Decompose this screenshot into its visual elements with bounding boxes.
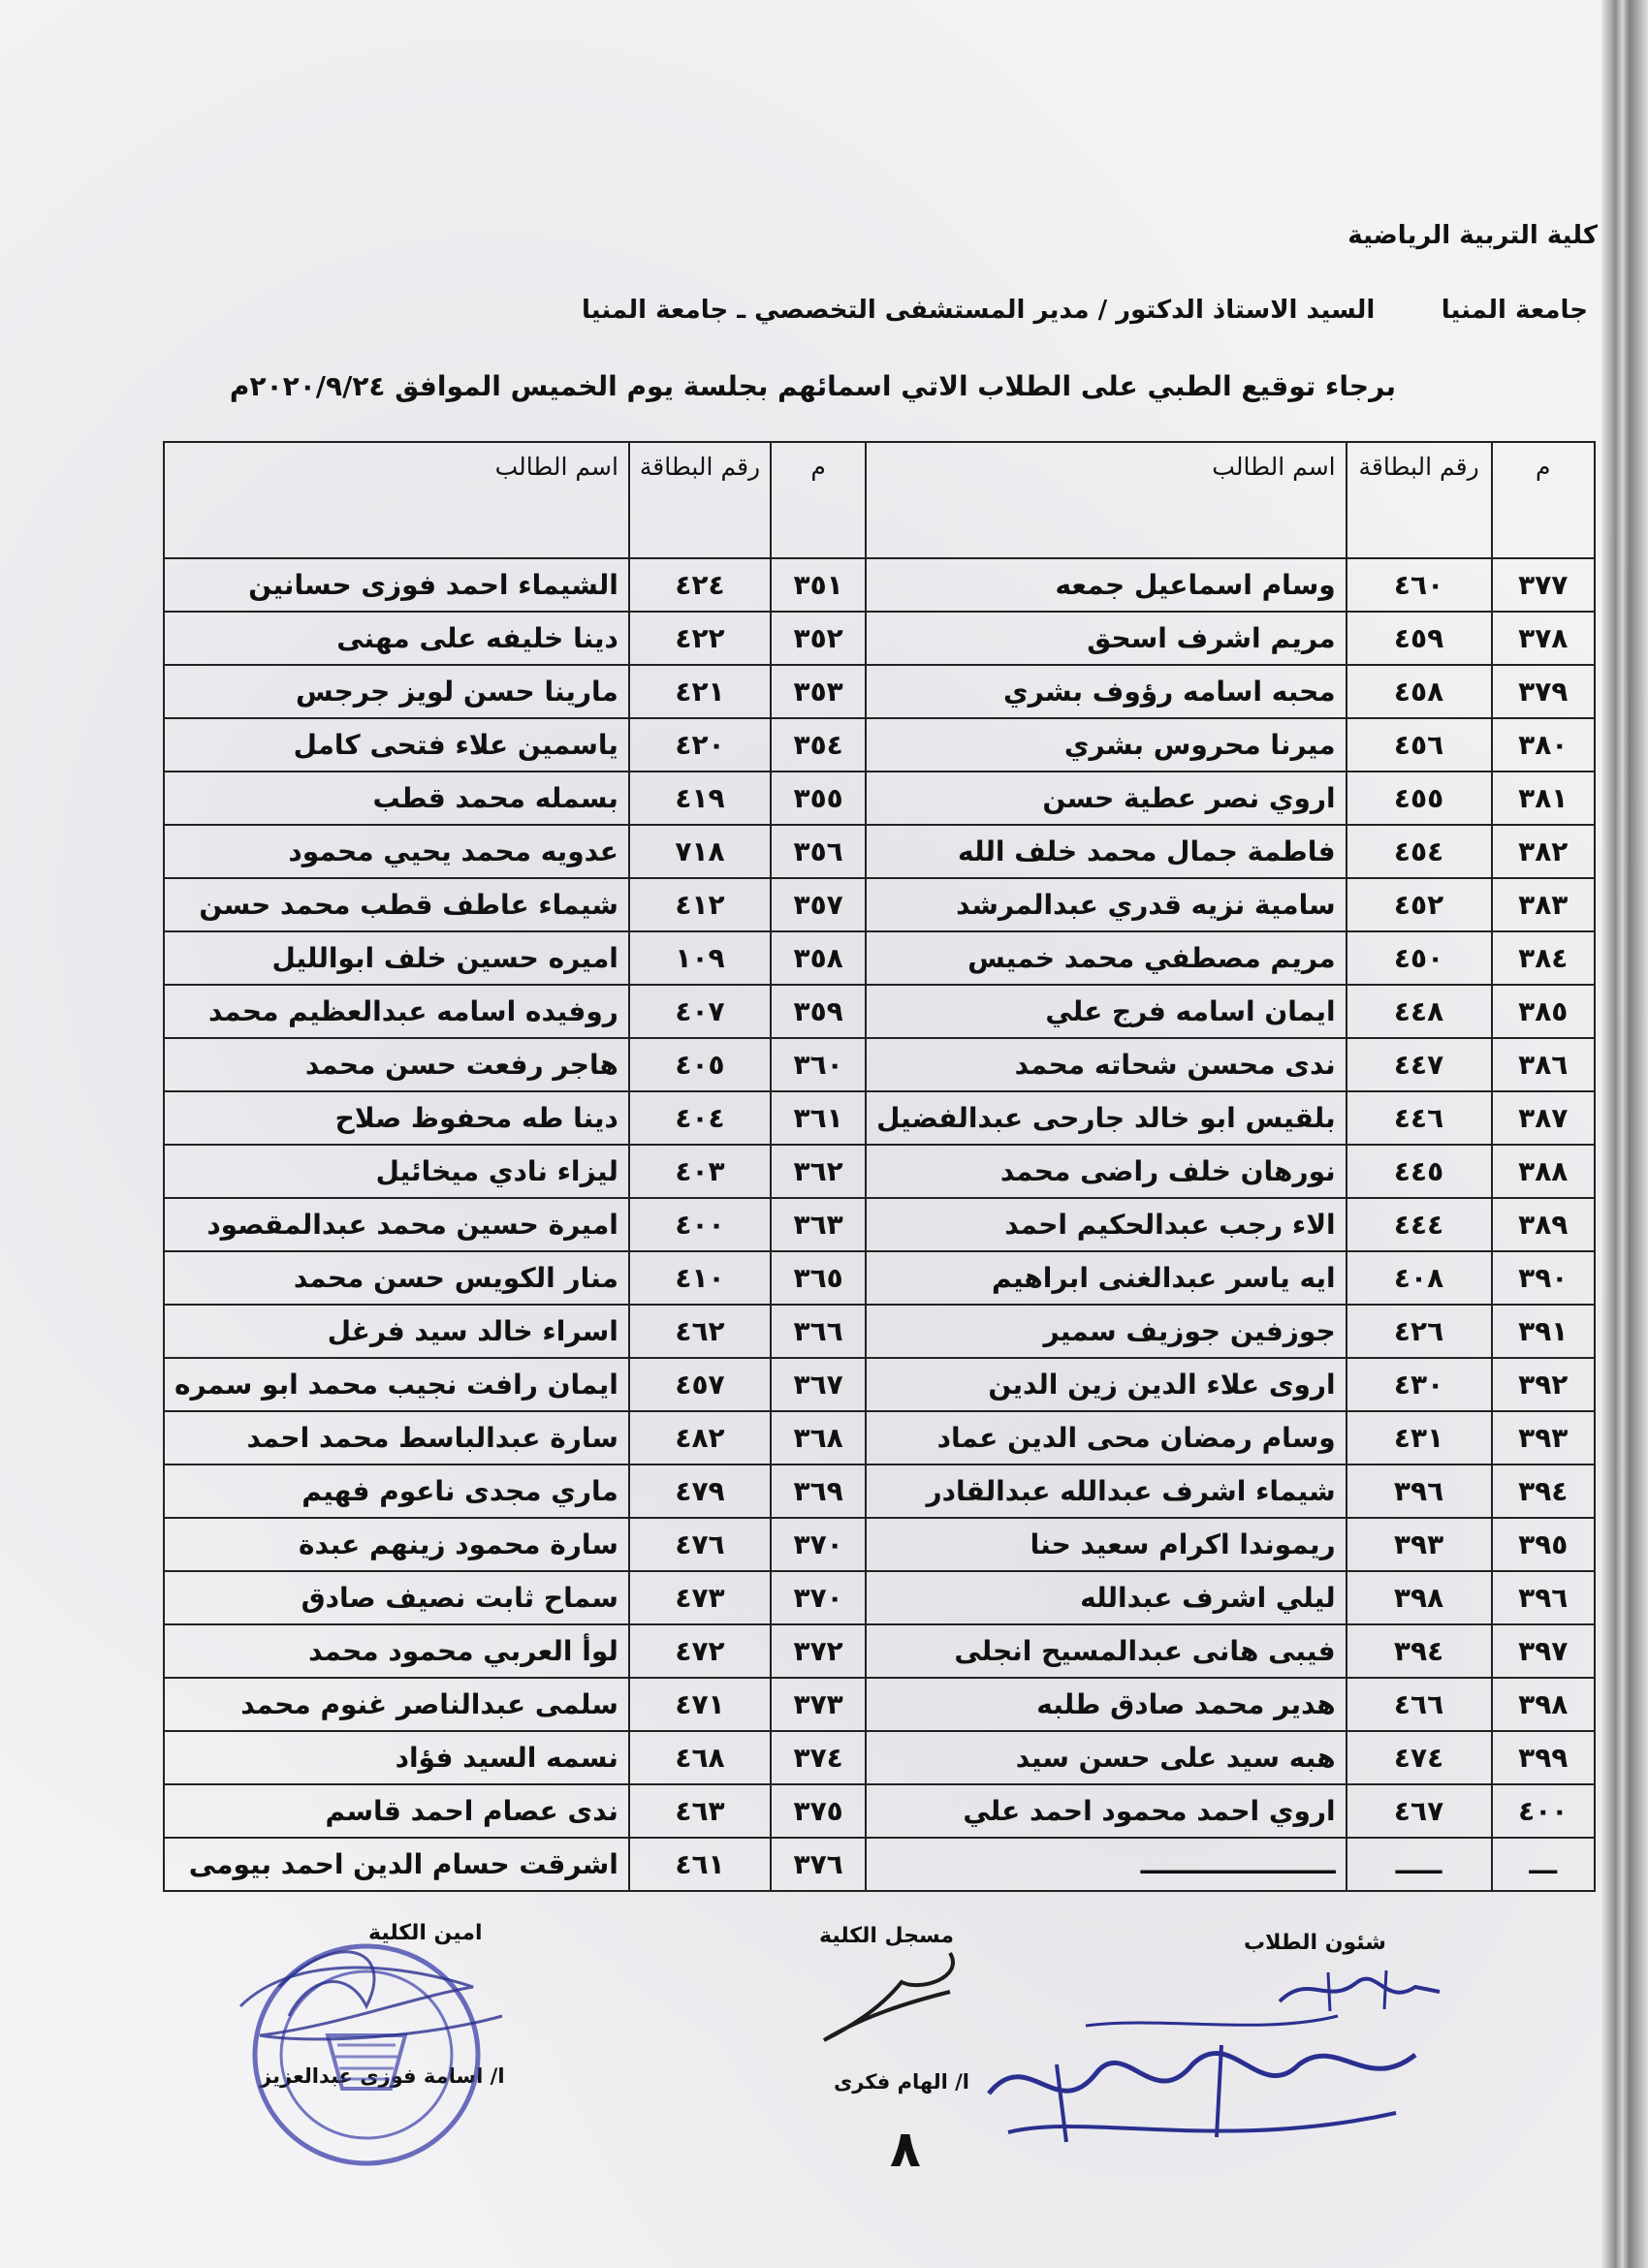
cell-no2: ٣٨٤ [1492, 931, 1596, 985]
secretary-title: امين الكلية [368, 1921, 483, 1945]
cell-no2: ٣٨٥ [1492, 985, 1596, 1038]
cell-card2: ٤٥٦ [1347, 718, 1492, 772]
cell-name2: ميرنا محروس بشري [866, 718, 1346, 772]
table-row [164, 1731, 1595, 1784]
cell-card: ٤٦٣ [629, 1784, 771, 1838]
cell-name2: ايمان اسامه فرج علي [866, 985, 1346, 1038]
university-name: جامعة المنيا [1441, 296, 1588, 325]
cell-name: اسراء خالد سيد فرغل [164, 1305, 629, 1358]
cell-card: ٤٥٧ [629, 1358, 771, 1411]
cell-no: ٣٧٥ [771, 1784, 866, 1838]
cell-name2: فيبى هانى عبدالمسيح انجلى [866, 1624, 1346, 1678]
cell-card2: ٣٩٦ [1347, 1465, 1492, 1518]
addressee-line: السيد الاستاذ الدكتور / مدير المستشفى التخصصي ـ جامعة المنيا [582, 296, 1376, 325]
cell-no2: ٣٧٩ [1492, 665, 1596, 718]
cell-no: ٣٦٢ [771, 1145, 866, 1198]
cell-no: ٣٧٠ [771, 1571, 866, 1624]
cell-no: ٣٧٤ [771, 1731, 866, 1784]
cell-no2: ٣٩٥ [1492, 1518, 1596, 1571]
table-row [164, 612, 1595, 665]
table-row [164, 718, 1595, 772]
cell-no: ٣٥٩ [771, 985, 866, 1038]
cell-card2: ٤٤٧ [1347, 1038, 1492, 1091]
cell-no: ٣٧٣ [771, 1678, 866, 1731]
table-row [164, 1518, 1595, 1571]
official-stamp-icon [221, 1929, 522, 2181]
cell-card: ٤٢٠ [629, 718, 771, 772]
table-row [164, 665, 1595, 718]
cell-card: ٤١٩ [629, 772, 771, 825]
cell-card: ١٠٩ [629, 931, 771, 985]
cell-name2: اروي احمد محمود احمد علي [866, 1784, 1346, 1838]
cell-name2: ـــــــــــــــــــــ [866, 1838, 1346, 1891]
table-row [164, 558, 1595, 612]
cell-name2: شيماء اشرف عبدالله عبدالقادر [866, 1465, 1346, 1518]
cell-card2: ٤٧٤ [1347, 1731, 1492, 1784]
cell-name2: بلقيس ابو خالد جارحى عبدالفضيل [866, 1091, 1346, 1145]
cell-name2: اروي نصر عطية حسن [866, 772, 1346, 825]
header-no: م [1492, 442, 1596, 558]
cell-card: ٤٦١ [629, 1838, 771, 1891]
cell-no2: ٣٧٨ [1492, 612, 1596, 665]
cell-name2: فاطمة جمال محمد خلف الله [866, 825, 1346, 878]
cell-name2: محبه اسامه رؤوف بشري [866, 665, 1346, 718]
cell-no: ٣٥٣ [771, 665, 866, 718]
student-affairs-title: شئون الطلاب [1244, 1931, 1386, 1955]
cell-card: ٤٦٨ [629, 1731, 771, 1784]
cell-name: لوأ العربي محمود محمد [164, 1624, 629, 1678]
cell-card: ٤٧٣ [629, 1571, 771, 1624]
header-card: رقم البطاقة [629, 442, 771, 558]
cell-name: هاجر رفعت حسن محمد [164, 1038, 629, 1091]
cell-card: ٤٠٠ [629, 1198, 771, 1251]
cell-card2: ٤٦٠ [1347, 558, 1492, 612]
header-name: اسم الطالب [164, 442, 629, 558]
cell-card: ٤٦٢ [629, 1305, 771, 1358]
cell-name2: ليلي اشرف عبدالله [866, 1571, 1346, 1624]
cell-card: ٤٧٩ [629, 1465, 771, 1518]
cell-name2: وسام رمضان محى الدين عماد [866, 1411, 1346, 1465]
cell-no2: ٣٨٣ [1492, 878, 1596, 931]
cell-name: سارة محمود زينهم عبدة [164, 1518, 629, 1571]
cell-name: اشرقت حسام الدين احمد بيومى [164, 1838, 629, 1891]
table-row [164, 1198, 1595, 1251]
table-row [164, 1091, 1595, 1145]
cell-card: ٤٢٤ [629, 558, 771, 612]
cell-no2: ـــ [1492, 1838, 1596, 1891]
cell-name2: اروى علاء الدين زين الدين [866, 1358, 1346, 1411]
cell-no2: ٣٨١ [1492, 772, 1596, 825]
cell-name: ليزاء نادي ميخائيل [164, 1145, 629, 1198]
cell-no2: ٣٩١ [1492, 1305, 1596, 1358]
cell-card2: ٤٠٨ [1347, 1251, 1492, 1305]
cell-card: ٤٧٦ [629, 1518, 771, 1571]
cell-name: دينا طه محفوظ صلاح [164, 1091, 629, 1145]
table-row [164, 772, 1595, 825]
students-table [163, 441, 1596, 1892]
cell-name: دينا خليفه على مهنى [164, 612, 629, 665]
request-line: برجاء توقيع الطبي على الطلاب الاتي اسمائهم بجلسة يوم الخميس الموافق ٢٠٢٠/٩/٢٤م [229, 370, 1396, 402]
cell-no2: ٣٩٨ [1492, 1678, 1596, 1731]
cell-no: ٣٦١ [771, 1091, 866, 1145]
cell-card2: ٤٤٦ [1347, 1091, 1492, 1145]
cell-no: ٣٦٠ [771, 1038, 866, 1091]
cell-name: سلمى عبدالناصر غنوم محمد [164, 1678, 629, 1731]
cell-no: ٣٥٤ [771, 718, 866, 772]
cell-no2: ٣٩٢ [1492, 1358, 1596, 1411]
table-row [164, 985, 1595, 1038]
cell-name: الشيماء احمد فوزى حسانين [164, 558, 629, 612]
table-row [164, 1465, 1595, 1518]
cell-no: ٣٥٦ [771, 825, 866, 878]
cell-card2: ٤٢٦ [1347, 1305, 1492, 1358]
cell-name: ماري مجدى ناعوم فهيم [164, 1465, 629, 1518]
cell-name2: نورهان خلف راضى محمد [866, 1145, 1346, 1198]
cell-no: ٣٦٧ [771, 1358, 866, 1411]
table-row [164, 1038, 1595, 1091]
cell-name: نسمه السيد فؤاد [164, 1731, 629, 1784]
cell-no2: ٣٩٠ [1492, 1251, 1596, 1305]
cell-card: ٤٠٤ [629, 1091, 771, 1145]
cell-card2: ٤٥٥ [1347, 772, 1492, 825]
cell-name2: مريم اشرف اسحق [866, 612, 1346, 665]
registrar-title: مسجل الكلية [819, 1924, 955, 1948]
cell-no2: ٣٨٦ [1492, 1038, 1596, 1091]
cell-name2: ندى محسن شحاته محمد [866, 1038, 1346, 1091]
cell-card2: ٤٤٥ [1347, 1145, 1492, 1198]
cell-no2: ٣٩٩ [1492, 1731, 1596, 1784]
cell-name: ندى عصام احمد قاسم [164, 1784, 629, 1838]
cell-no2: ٣٨٠ [1492, 718, 1596, 772]
cell-name2: ريموندا اكرام سعيد حنا [866, 1518, 1346, 1571]
cell-card2: ٤٣٠ [1347, 1358, 1492, 1411]
cell-card2: ٤٥٤ [1347, 825, 1492, 878]
cell-name: ياسمين علاء فتحى كامل [164, 718, 629, 772]
cell-no2: ٣٨٢ [1492, 825, 1596, 878]
cell-name: اميرة حسين محمد عبدالمقصود [164, 1198, 629, 1251]
table-row [164, 1305, 1595, 1358]
cell-no: ٣٦٥ [771, 1251, 866, 1305]
table-row [164, 878, 1595, 931]
cell-no2: ٣٨٨ [1492, 1145, 1596, 1198]
cell-no: ٣٧٦ [771, 1838, 866, 1891]
cell-name: سماح ثابت نصيف صادق [164, 1571, 629, 1624]
cell-name: منار الكويس حسن محمد [164, 1251, 629, 1305]
cell-card2: ٣٩٨ [1347, 1571, 1492, 1624]
header-card: رقم البطاقة [1347, 442, 1492, 558]
table-row [164, 1358, 1595, 1411]
cell-name: عدويه محمد يحيي محمود [164, 825, 629, 878]
table-row [164, 1624, 1595, 1678]
cell-card: ٤٧١ [629, 1678, 771, 1731]
cell-no2: ٣٩٤ [1492, 1465, 1596, 1518]
cell-no: ٣٥٢ [771, 612, 866, 665]
cell-card2: ٤٥٨ [1347, 665, 1492, 718]
college-name: كلية التربية الرياضية [1347, 221, 1598, 250]
table-row [164, 825, 1595, 878]
cell-card: ٤٠٣ [629, 1145, 771, 1198]
registrar-signature-icon [805, 1948, 979, 2055]
cell-name2: جوزفين جوزيف سمير [866, 1305, 1346, 1358]
cell-card: ٤٠٧ [629, 985, 771, 1038]
table-row [164, 1571, 1595, 1624]
dean-signature-icon [969, 2006, 1435, 2161]
cell-card2: ٤٤٤ [1347, 1198, 1492, 1251]
cell-name: ايمان رافت نجيب محمد ابو سمره [164, 1358, 629, 1411]
table-header-row [164, 442, 1595, 558]
cell-card2: ٣٩٤ [1347, 1624, 1492, 1678]
cell-name2: هبه سيد على حسن سيد [866, 1731, 1346, 1784]
table-body [164, 558, 1595, 1891]
cell-no2: ٣٨٩ [1492, 1198, 1596, 1251]
cell-name2: سامية نزيه قدري عبدالمرشد [866, 878, 1346, 931]
cell-no: ٣٥١ [771, 558, 866, 612]
cell-no: ٣٥٨ [771, 931, 866, 985]
cell-no2: ٣٩٧ [1492, 1624, 1596, 1678]
cell-card: ٤٢٢ [629, 612, 771, 665]
table-row [164, 1838, 1595, 1891]
cell-card: ٧١٨ [629, 825, 771, 878]
cell-no2: ٤٠٠ [1492, 1784, 1596, 1838]
cell-card: ٤٨٢ [629, 1411, 771, 1465]
cell-name: سارة عبدالباسط محمد احمد [164, 1411, 629, 1465]
table-row [164, 931, 1595, 985]
registrar-name: ا/ الهام فكرى [834, 2070, 969, 2094]
cell-card: ٤١٠ [629, 1251, 771, 1305]
table-row [164, 1145, 1595, 1198]
cell-card2: ٣٩٣ [1347, 1518, 1492, 1571]
cell-name: شيماء عاطف قطب محمد حسن [164, 878, 629, 931]
cell-name2: مريم مصطفي محمد خميس [866, 931, 1346, 985]
cell-card: ٤٢١ [629, 665, 771, 718]
cell-no: ٣٥٥ [771, 772, 866, 825]
cell-card2: ٤٥٢ [1347, 878, 1492, 931]
header-name: اسم الطالب [866, 442, 1346, 558]
cell-no: ٣٥٧ [771, 878, 866, 931]
cell-card2: ـــــ [1347, 1838, 1492, 1891]
cell-name: مارينا حسن لويز جرجس [164, 665, 629, 718]
cell-no2: ٣٨٧ [1492, 1091, 1596, 1145]
cell-name2: وسام اسماعيل جمعه [866, 558, 1346, 612]
cell-card2: ٤٦٦ [1347, 1678, 1492, 1731]
cell-no2: ٣٩٦ [1492, 1571, 1596, 1624]
cell-no: ٣٦٩ [771, 1465, 866, 1518]
cell-card: ٤٠٥ [629, 1038, 771, 1091]
table-row [164, 1411, 1595, 1465]
cell-no2: ٣٩٣ [1492, 1411, 1596, 1465]
table-row [164, 1251, 1595, 1305]
scan-edge [1601, 0, 1648, 2268]
secretary-name: ا/ اسامة فوزى عبدالعزيز [260, 2064, 505, 2088]
cell-no: ٣٧٠ [771, 1518, 866, 1571]
table-row [164, 1678, 1595, 1731]
cell-no: ٣٦٣ [771, 1198, 866, 1251]
cell-card2: ٤٣١ [1347, 1411, 1492, 1465]
cell-no: ٣٦٦ [771, 1305, 866, 1358]
cell-name: روفيده اسامه عبدالعظيم محمد [164, 985, 629, 1038]
cell-card2: ٤٦٧ [1347, 1784, 1492, 1838]
cell-card2: ٤٥٩ [1347, 612, 1492, 665]
cell-name: اميره حسين خلف ابوالليل [164, 931, 629, 985]
cell-no: ٣٧٢ [771, 1624, 866, 1678]
header-no: م [771, 442, 866, 558]
cell-no: ٣٦٨ [771, 1411, 866, 1465]
cell-name2: هدير محمد صادق طلبه [866, 1678, 1346, 1731]
cell-name2: ايه ياسر عبدالغنى ابراهيم [866, 1251, 1346, 1305]
cell-name2: الاء رجب عبدالحكيم احمد [866, 1198, 1346, 1251]
page-number: ٨ [890, 2121, 921, 2179]
cell-name: بسمله محمد قطب [164, 772, 629, 825]
cell-card2: ٤٤٨ [1347, 985, 1492, 1038]
cell-card: ٤١٢ [629, 878, 771, 931]
table-row [164, 1784, 1595, 1838]
cell-card2: ٤٥٠ [1347, 931, 1492, 985]
cell-card: ٤٧٢ [629, 1624, 771, 1678]
cell-no2: ٣٧٧ [1492, 558, 1596, 612]
